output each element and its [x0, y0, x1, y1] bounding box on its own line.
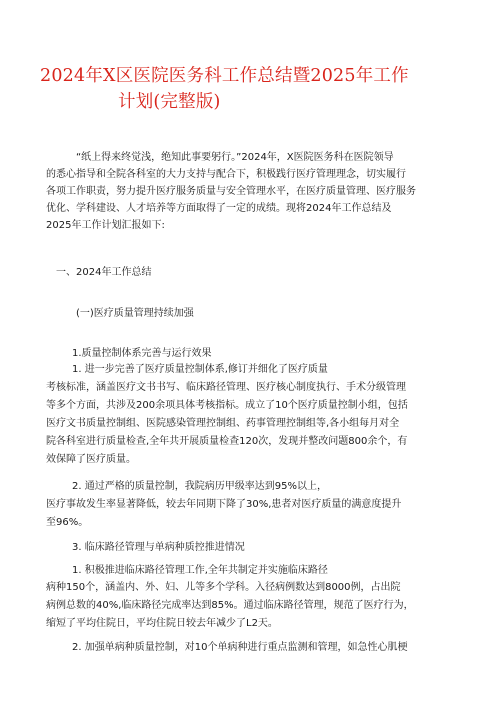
body-line: 院各科室进行质量检查,全年共开展质量检查120次，发现并整改问题800余个，有 [46, 436, 408, 447]
body-line: 2. 通过严格的质量控制，我院病历甲级率达到95%以上， [72, 481, 327, 492]
body-line: 缩短了平均住院日，平均住院日较去年减少了L2天。 [46, 618, 278, 629]
subsection-heading: (一)医疗质量管理持续加强 [76, 308, 194, 319]
section-heading: 一、2024年工作总结 [56, 267, 152, 278]
item-heading: 1.质量控制体系完善与运行效果 [72, 348, 212, 359]
body-line: 2. 加强单病种质量控制，对10个单病种进行重点监测和管理，如急性心肌梗 [72, 642, 408, 653]
body-line: 医疗文书质量控制组、医院感染管理控制组、药事管理控制组等,各小组每月对全 [46, 418, 400, 429]
intro-line: 2025年工作计划汇报如下: [46, 220, 165, 231]
doc-title-line-2: 计划(完整版) [118, 92, 221, 112]
body-line: 医疗事故发生率显著降低，较去年同期下降了30%,患者对医疗质量的满意度提升 [46, 499, 402, 510]
body-line: 等多个方面，共涉及200余项具体考核指标。成立了10个医疗质量控制小组，包括 [46, 400, 408, 411]
intro-line: “纸上得来终觉浅，绝知此事要躬行。”2024年，X医院医务科在医院领导 [76, 152, 394, 163]
body-line: 考核标准，涵盖医疗文书书写、临床路径管理、医疗核心制度执行、手术分级管理 [46, 382, 406, 393]
body-line: 至96%。 [46, 517, 89, 528]
intro-line: 优化、学科建设、人才培养等方面取得了一定的成绩。现将2024年工作总结及 [46, 203, 392, 214]
intro-line: 各项工作职责，努力提升医疗服务质量与安全管理水平，在医疗质量管理、医疗服务 [46, 186, 416, 197]
body-line: 1. 积极推进临床路径管理工作,全年共制定并实施临床路径 [72, 565, 328, 576]
body-line: 病种150个，涵盖内、外、妇、儿等多个学科。入径病例数达到8000例，占出院 [46, 582, 401, 593]
body-line: 1. 进一步完善了医疗质量控制体系,修订并细化了医疗质量 [72, 364, 328, 375]
body-line: 效保障了医疗质量。 [46, 454, 136, 465]
body-line: 病例总数的40%,临床路径完成率达到85%。通过临床路径管理，规范了医疗行为， [46, 600, 414, 611]
intro-line: 的悉心指导和全院各科室的大力支持与配合下，积极践行医疗管理理念，切实履行 [46, 169, 406, 180]
doc-title-line-1: 2024年X区医院医务科工作总结暨2025年工作 [40, 66, 409, 86]
body-line: 3. 临床路径管理与单病种质控推进情况 [72, 542, 245, 553]
